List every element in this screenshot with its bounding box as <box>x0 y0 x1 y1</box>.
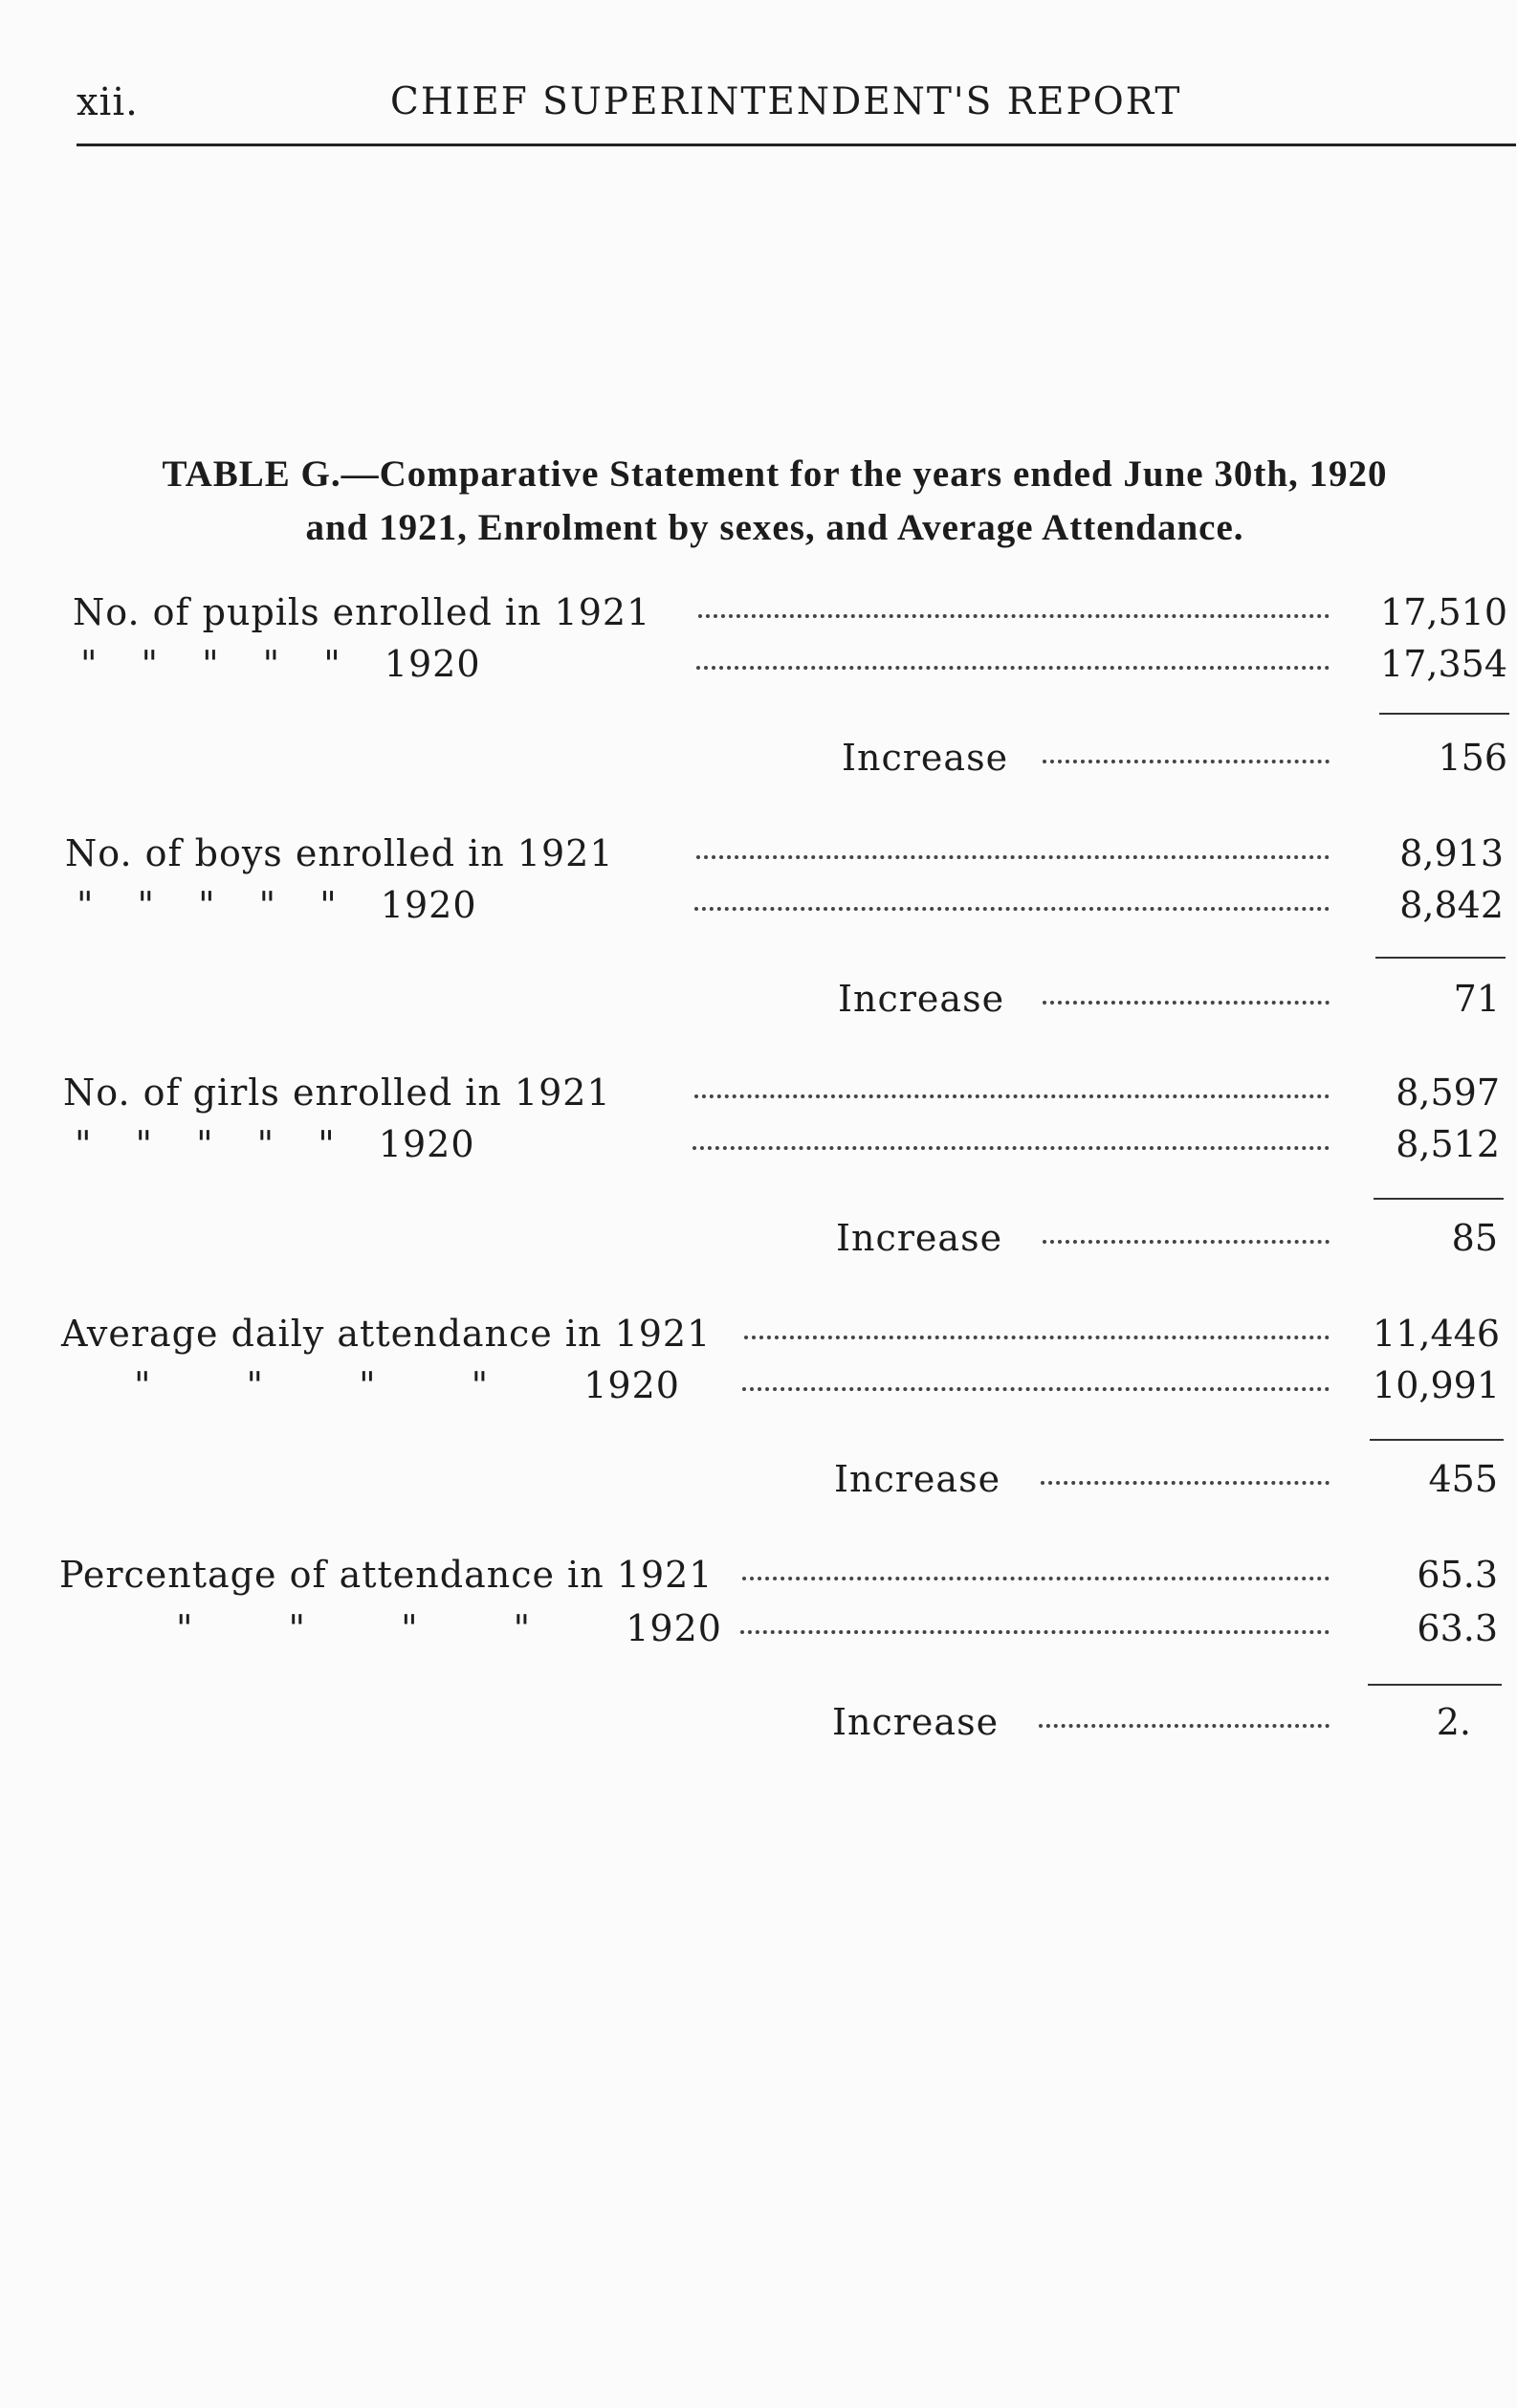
sum-rule <box>1379 713 1509 715</box>
row-value: 65.3 <box>1417 1554 1498 1596</box>
table-title-line-2: and 1921, Enrolment by sexes, and Average Attendance. <box>305 507 1244 548</box>
row-value: 8,842 <box>1399 884 1504 926</box>
table-row <box>0 591 1517 639</box>
row-value: 8,913 <box>1399 832 1504 874</box>
row-label: " " " " " 1920 <box>75 1123 475 1165</box>
row-value: 11,446 <box>1373 1313 1500 1355</box>
page-header <box>77 80 1516 147</box>
row-value: 10,991 <box>1373 1364 1500 1406</box>
dot-leaders <box>696 850 1330 859</box>
increase-label: Increase <box>836 1217 1003 1259</box>
dot-leaders <box>740 1624 1330 1634</box>
dot-leaders <box>698 608 1330 618</box>
sum-rule <box>1368 1684 1502 1686</box>
increase-value: 156 <box>1438 737 1507 779</box>
sum-rule <box>1375 957 1506 959</box>
table-row <box>0 1313 1517 1360</box>
dot-leaders <box>693 1140 1330 1150</box>
row-label: " " " " " 1920 <box>77 884 477 926</box>
row-label: No. of boys enrolled in 1921 <box>65 832 614 874</box>
row-value: 17,354 <box>1380 643 1507 685</box>
row-value: 8,597 <box>1396 1071 1500 1114</box>
dot-leaders <box>694 901 1330 911</box>
table-title <box>38 448 1511 555</box>
increase-label: Increase <box>838 978 1005 1020</box>
dot-leaders <box>1043 754 1330 763</box>
table-row-increase <box>0 1701 1517 1749</box>
dot-leaders <box>1039 1718 1330 1728</box>
dot-leaders <box>1043 995 1330 1005</box>
row-label: " " " " 1920 <box>134 1364 680 1406</box>
dot-leaders <box>1043 1234 1330 1244</box>
dot-leaders <box>744 1330 1330 1339</box>
table-row <box>0 884 1517 932</box>
increase-value: 455 <box>1428 1458 1498 1500</box>
table-title-line-1: TABLE G.—Comparative Statement for the years ended June 30th, 1920 <box>162 453 1388 495</box>
row-label: " " " " " 1920 <box>80 643 481 685</box>
table-row <box>0 1364 1517 1412</box>
row-label: No. of pupils enrolled in 1921 <box>73 591 651 633</box>
row-label: " " " " 1920 <box>176 1607 722 1649</box>
row-value: 63.3 <box>1417 1607 1498 1649</box>
table-row-increase <box>0 1217 1517 1265</box>
table-row <box>0 1123 1517 1171</box>
table-row <box>0 643 1517 691</box>
dot-leaders <box>742 1571 1330 1580</box>
dot-leaders <box>1041 1475 1330 1485</box>
page-number: xii. <box>77 80 139 124</box>
row-value: 17,510 <box>1380 591 1507 633</box>
dot-leaders <box>696 660 1330 670</box>
running-title: CHIEF SUPERINTENDENT'S REPORT <box>390 80 1182 123</box>
sum-rule <box>1374 1198 1504 1200</box>
increase-label: Increase <box>832 1701 1000 1743</box>
table-row-increase <box>0 978 1517 1026</box>
table-row-increase <box>0 737 1517 784</box>
increase-value: 2. <box>1436 1701 1471 1743</box>
increase-label: Increase <box>834 1458 1001 1500</box>
table-row <box>0 832 1517 880</box>
table-row-increase <box>0 1458 1517 1506</box>
table-row <box>0 1607 1517 1655</box>
table-row <box>0 1554 1517 1602</box>
row-label: Percentage of attendance in 1921 <box>59 1554 714 1596</box>
row-value: 8,512 <box>1396 1123 1500 1165</box>
increase-value: 71 <box>1453 978 1500 1020</box>
sum-rule <box>1370 1439 1504 1441</box>
increase-label: Increase <box>842 737 1009 779</box>
increase-value: 85 <box>1451 1217 1498 1259</box>
header-rule <box>77 144 1516 146</box>
row-label: No. of girls enrolled in 1921 <box>63 1071 611 1114</box>
dot-leaders <box>742 1381 1330 1391</box>
dot-leaders <box>694 1089 1330 1098</box>
table-row <box>0 1071 1517 1119</box>
row-label: Average daily attendance in 1921 <box>61 1313 712 1355</box>
